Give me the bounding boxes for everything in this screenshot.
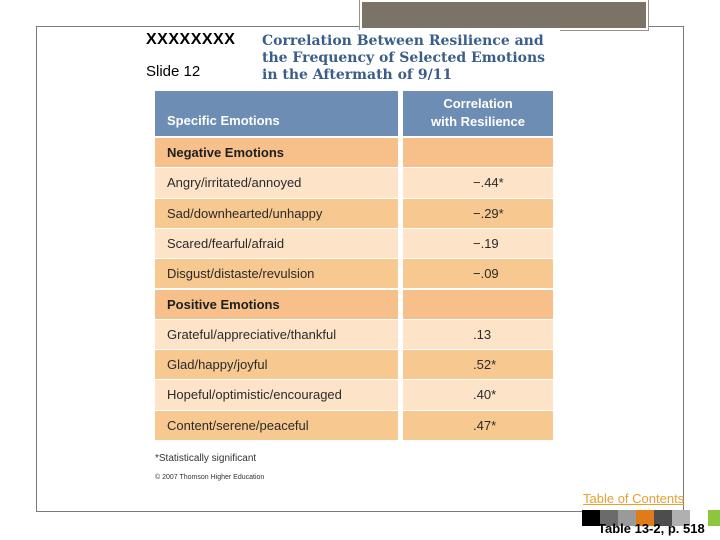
emotion-cell: Sad/downhearted/unhappy [155,199,398,228]
header-correlation [403,91,553,136]
table-row [155,259,553,288]
slide-heading: XXXXXXXX [146,31,236,48]
slide-number: Slide 12 [146,63,201,80]
emotion-cell: Scared/fearful/afraid [155,229,398,258]
correlation-cell [403,290,553,319]
correlation-cell: .40* [403,380,553,409]
table-of-contents-link[interactable]: Table of Contents [583,491,685,506]
emotion-cell: Hopeful/optimistic/encouraged [155,380,398,409]
section-label: Positive Emotions [155,290,398,319]
footnote: *Statistically significant [155,453,257,464]
table-header-row [155,91,553,136]
header-correlation-line2: with Resilience [431,114,525,129]
correlation-cell: .47* [403,411,553,440]
table-title-line: the Frequency of Selected Emotions [262,50,546,66]
table-row [155,229,553,258]
header-correlation-line1: Correlation [443,96,513,111]
table-row [155,380,553,409]
correlation-cell: −.09 [403,259,553,288]
correlation-cell: .13 [403,320,553,349]
decorative-top-rectangle [360,0,648,30]
copyright: © 2007 Thomson Higher Education [155,474,265,481]
table-row [155,168,553,197]
table-row [155,350,553,379]
table-row [155,411,553,440]
table-section-row [155,138,553,167]
section-label: Negative Emotions [155,138,398,167]
correlation-cell: −.19 [403,229,553,258]
table-title-line: in the Aftermath of 9/11 [262,67,453,83]
table-section-row [155,290,553,319]
emotion-cell: Grateful/appreciative/thankful [155,320,398,349]
table-title [262,33,562,84]
correlation-cell: −.44* [403,168,553,197]
correlation-cell: .52* [403,350,553,379]
correlation-cell: −.29* [403,199,553,228]
emotion-cell: Glad/happy/joyful [155,350,398,379]
color-swatch [708,510,720,526]
correlation-cell [403,138,553,167]
emotion-cell: Angry/irritated/annoyed [155,168,398,197]
table-reference: Table 13-2, p. 518 [598,521,705,536]
emotion-cell: Content/serene/peaceful [155,411,398,440]
table-title-line: Correlation Between Resilience and [262,33,544,49]
header-specific-emotions: Specific Emotions [155,91,398,136]
table-row [155,199,553,228]
table-row [155,320,553,349]
emotion-cell: Disgust/distaste/revulsion [155,259,398,288]
